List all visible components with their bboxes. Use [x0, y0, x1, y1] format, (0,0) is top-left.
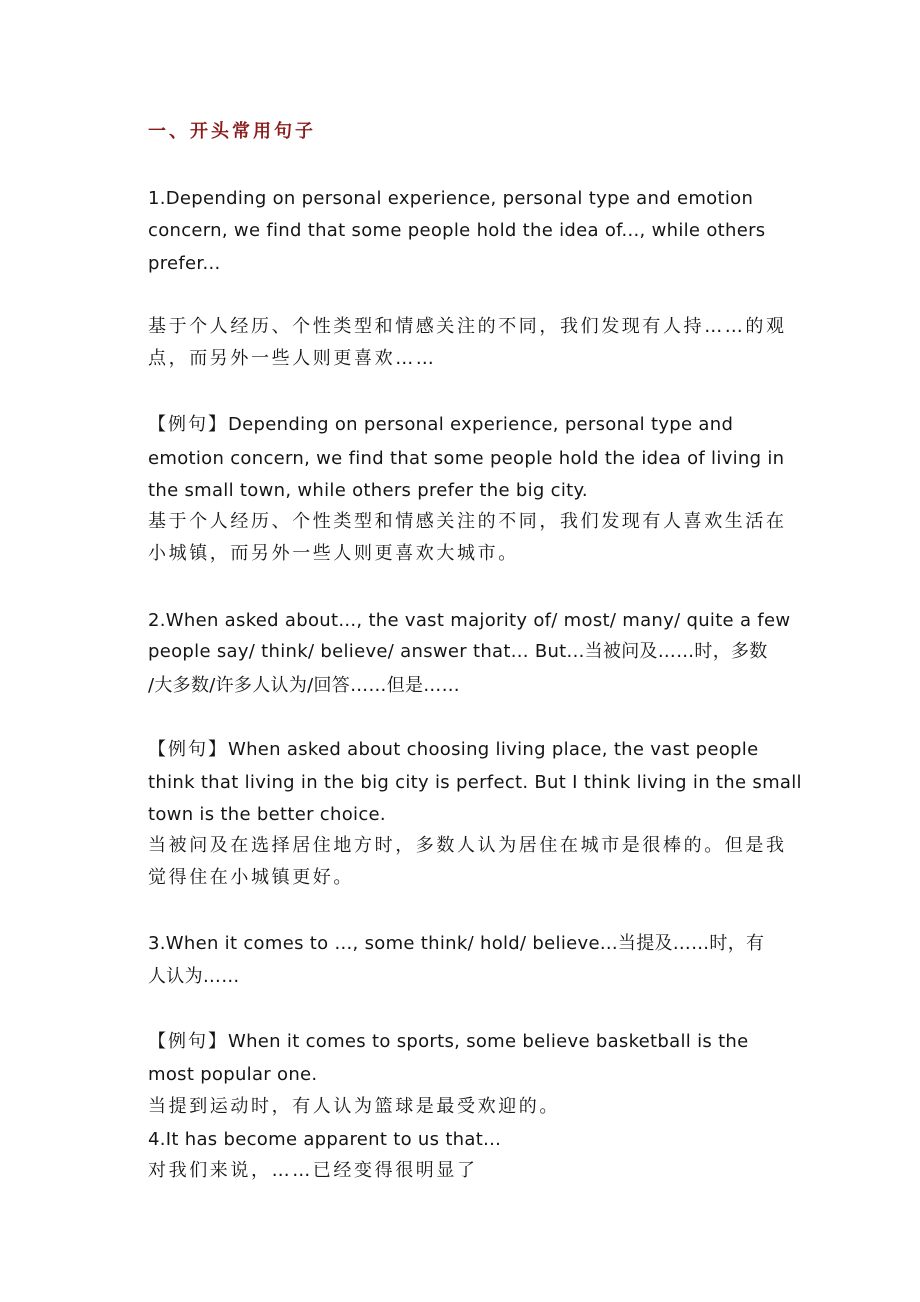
- example-text: When it comes to sports, some believe basketball is the: [228, 1031, 749, 1052]
- sentence-4-line-1: 4.It has become apparent to us that...: [148, 1129, 502, 1150]
- sentence-3-line-2: 人认为……: [148, 966, 240, 987]
- example-tag: 【例句】: [148, 739, 228, 760]
- example-2-translation-line-1: 当被问及在选择居住地方时，多数人认为居住在城市是很棒的。但是我: [148, 835, 787, 856]
- example-2-line-2: think that living in the big city is perfect. But I think living in the small: [148, 772, 802, 793]
- example-1-translation-line-1: 基于个人经历、个性类型和情感关注的不同，我们发现有人喜欢生活在: [148, 511, 787, 532]
- example-tag: 【例句】: [148, 414, 228, 435]
- example-1-line-3: the small town, while others prefer the big city.: [148, 480, 588, 501]
- sentence-2-line-1: 2.When asked about..., the vast majority of/ most/ many/ quite a few: [148, 610, 791, 631]
- example-text: Depending on personal experience, personal type and: [228, 414, 734, 435]
- sentence-2-line-3: /大多数/许多人认为/回答……但是……: [148, 675, 460, 696]
- example-1-line-1: [148, 414, 733, 436]
- section-heading: 一、开头常用句子: [148, 121, 316, 142]
- example-2-line-3: town is the better choice.: [148, 804, 386, 825]
- sentence-1-line-3: prefer...: [148, 253, 221, 274]
- example-text: When asked about choosing living place, the vast people: [228, 739, 759, 760]
- example-3-line-2: most popular one.: [148, 1064, 318, 1085]
- sentence-1-line-1: 1.Depending on personal experience, personal type and emotion: [148, 188, 754, 209]
- sentence-3-line-1: 3.When it comes to ..., some think/ hold/ believe...当提及……时，有: [148, 933, 765, 954]
- example-2-translation-line-2: 觉得住在小城镇更好。: [148, 867, 354, 888]
- example-3-translation-line-1: 当提到运动时，有人认为篮球是最受欢迎的。: [148, 1096, 560, 1117]
- example-1-translation-line-2: 小城镇，而另外一些人则更喜欢大城市。: [148, 543, 519, 564]
- example-2-line-1: [148, 739, 758, 761]
- sentence-1-translation-line-1: 基于个人经历、个性类型和情感关注的不同，我们发现有人持……的观: [148, 316, 787, 337]
- example-tag: 【例句】: [148, 1031, 228, 1052]
- sentence-1-translation-line-2: 点，而另外一些人则更喜欢……: [148, 348, 437, 369]
- sentence-1-line-2: concern, we find that some people hold the idea of..., while others: [148, 220, 766, 241]
- example-3-line-1: [148, 1031, 749, 1053]
- example-1-line-2: emotion concern, we find that some people hold the idea of living in: [148, 448, 785, 469]
- sentence-2-line-2: people say/ think/ believe/ answer that... But...当被问及……时，多数: [148, 641, 768, 662]
- sentence-4-translation: 对我们来说，……已经变得很明显了: [148, 1160, 478, 1181]
